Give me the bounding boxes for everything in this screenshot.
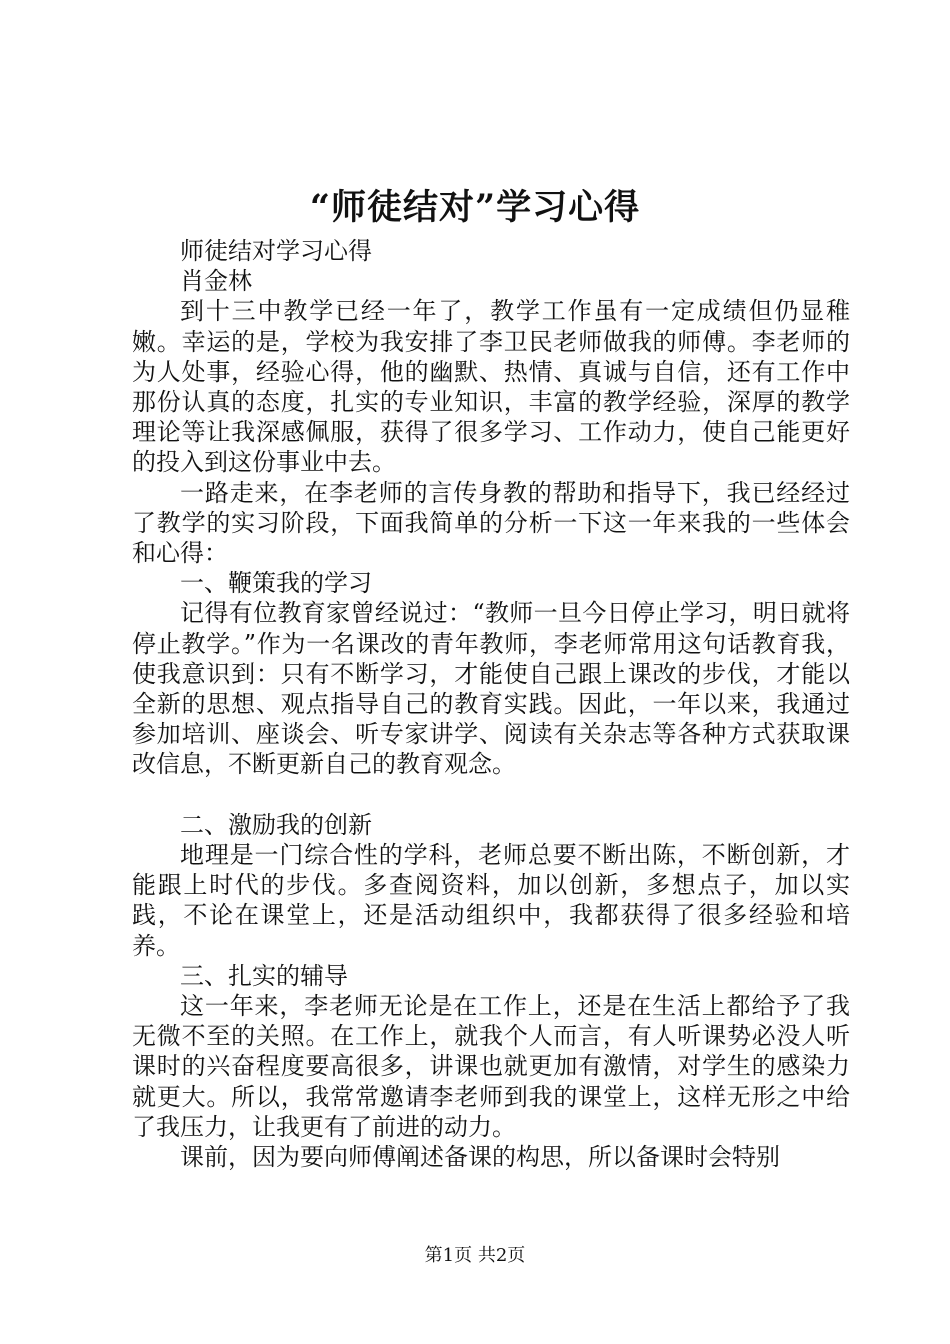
subtitle-line: 师徒结对学习心得 bbox=[180, 237, 372, 265]
section-heading: 二、激励我的创新 bbox=[180, 810, 372, 839]
section-heading: 三、扎实的辅导 bbox=[180, 961, 348, 990]
body-paragraph: 这一年来，李老师无论是在工作上，还是在生活上都给予了我无微不至的关照。在工作上，就我个人而言，有人听课势必没人听课时的兴奋程度要高很多，讲课也就更加有激情，对学生的感染力就更大。所以，我常常邀请李老师到我的课堂上，这样无形之中给了我压力，让我更有了前进的动力。 bbox=[132, 992, 850, 1141]
document-title: “师徒结对”学习心得 bbox=[309, 187, 641, 228]
blank-line bbox=[132, 780, 850, 810]
body-paragraph: 课前，因为要向师傅阐述备课的构思，所以备课时会特别 bbox=[180, 1143, 780, 1172]
page-number-footer: 第1页 共2页 bbox=[424, 1245, 526, 1266]
body-paragraph: 记得有位教育家曾经说过：“教师一旦今日停止学习，明日就将停止教学。”作为一名课改的青年教师，李老师常用这句话教育我，使我意识到：只有不断学习，才能使自己跟上课改的步伐，才能以全新的思想、观点指导自己的教育实践。因此，一年以来，我通过参加培训、座谈会、听专家讲学、阅读有关杂志等各种方式获取课改信息，不断更新自己的教育观念。 bbox=[132, 599, 850, 779]
body-paragraph: 到十三中教学已经一年了，教学工作虽有一定成绩但仍显稚嫩。幸运的是，学校为我安排了李卫民老师做我的师傅。李老师的为人处事，经验心得，他的幽默、热情、真诚与自信，还有工作中那份认真的态度，扎实的专业知识，丰富的教学经验，深厚的教学理论等让我深感佩服，获得了很多学习、工作动力，使自己能更好的投入到这份事业中去。 bbox=[132, 297, 850, 477]
section-heading: 一、鞭策我的学习 bbox=[180, 569, 372, 598]
document-body bbox=[132, 236, 850, 1172]
body-paragraph: 地理是一门综合性的学科，老师总要不断出陈，不断创新，才能跟上时代的步伐。多查阅资料，加以创新，多想点子，加以实践，不论在课堂上，还是活动组织中，我都获得了很多经验和培养。 bbox=[132, 841, 850, 960]
author-line: 肖金林 bbox=[180, 267, 252, 296]
body-paragraph: 一路走来，在李老师的言传身教的帮助和指导下，我已经经过了教学的实习阶段，下面我简单的分析一下这一年来我的一些体会和心得： bbox=[132, 478, 850, 568]
